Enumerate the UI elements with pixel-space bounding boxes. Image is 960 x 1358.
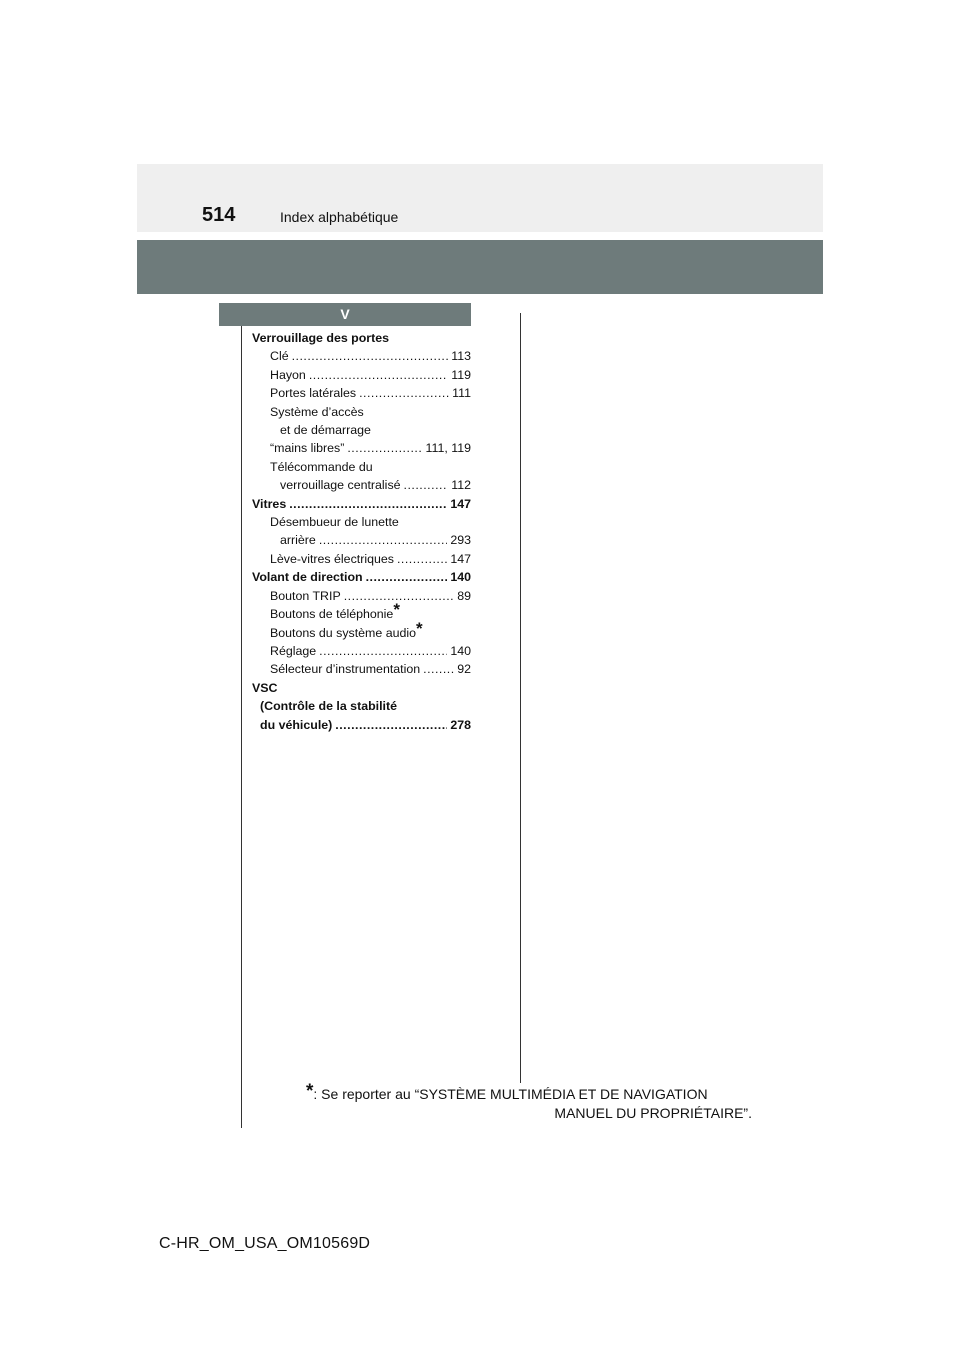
index-entry-page: 119	[451, 367, 471, 382]
index-entry	[252, 531, 471, 549]
dot-leader	[347, 439, 422, 457]
index-entry-label: Clé	[270, 349, 289, 364]
index-entry-page: 293	[450, 533, 471, 548]
index-entry-page: 140	[450, 643, 471, 658]
index-entry-label: Hayon	[270, 367, 306, 382]
index-entry-label: Bouton TRIP	[270, 588, 341, 603]
index-entry-page: 147	[450, 551, 471, 566]
index-entry-label: Télécommande du	[270, 459, 373, 474]
index-entry	[252, 476, 471, 494]
dot-leader	[309, 366, 448, 384]
page-number: 514	[202, 204, 236, 226]
index-entry-page: 140	[450, 570, 471, 585]
index-entry-page: 92	[457, 662, 471, 677]
index-entry	[252, 366, 471, 384]
index-entry-page: 111, 119	[425, 441, 471, 456]
footnote-line-2: MANUEL DU PROPRIÉTAIRE”.	[554, 1105, 752, 1121]
dot-leader	[404, 476, 449, 494]
index-entry	[252, 403, 471, 421]
index-entry	[252, 495, 471, 513]
index-entry	[252, 550, 471, 568]
index-entry	[252, 384, 471, 402]
dot-leader	[359, 384, 449, 402]
dot-leader	[423, 660, 454, 678]
index-entry-label: Boutons de téléphonie	[270, 607, 394, 622]
section-bar	[137, 240, 823, 294]
footnote	[306, 1081, 752, 1123]
header-band	[137, 164, 823, 232]
index-entry-page: 113	[451, 349, 471, 364]
document-code: C-HR_OM_USA_OM10569D	[159, 1235, 371, 1252]
running-title: Index alphabétique	[280, 209, 399, 225]
index-entry-label: Réglage	[270, 643, 317, 658]
index-entry-label: Vitres	[252, 496, 287, 511]
index-entry-label: Désembueur de lunette	[270, 515, 399, 530]
index-entry	[252, 660, 471, 678]
index-entry-label: Boutons du système audio	[270, 625, 417, 640]
index-entry-label: verrouillage centralisé	[280, 478, 401, 493]
index-entry	[252, 587, 471, 605]
index-entry-label: Portes latérales	[270, 386, 357, 401]
index-entry-label: Sélecteur d’instrumentation	[270, 662, 421, 677]
index-entry-label: “mains libres”	[270, 441, 345, 456]
column-rule-middle	[520, 313, 521, 1083]
index-entry	[252, 347, 471, 365]
index-entry	[252, 642, 471, 660]
index-entry-label: Volant de direction	[252, 570, 363, 585]
dot-leader	[319, 642, 447, 660]
index-entry-page: 111	[452, 386, 471, 401]
index-entry-label: (Contrôle de la stabilité	[260, 699, 398, 714]
index-entry	[252, 439, 471, 457]
letter-heading: V	[219, 303, 471, 326]
index-entry-page: 89	[457, 588, 471, 603]
index-entry-page: 112	[451, 478, 471, 493]
dot-leader	[289, 495, 447, 513]
dot-leader	[335, 716, 447, 734]
index-entry-label: VSC	[252, 680, 278, 695]
index-list	[252, 329, 471, 734]
index-entry	[252, 513, 471, 531]
index-entry-label: Système d’accès	[270, 404, 364, 419]
footnote-line-1: : Se reporter au “SYSTÈME MULTIMÉDIA ET DE NAVIGATION	[313, 1086, 708, 1102]
footnote-star: *	[306, 1081, 314, 1102]
index-entry-label: Lève-vitres électriques	[270, 551, 394, 566]
index-entry-page: 147	[450, 496, 471, 511]
index-entry-label: Verrouillage des portes	[252, 331, 390, 345]
index-entry	[252, 716, 471, 734]
index-entry	[252, 458, 471, 476]
index-entry: Boutons de téléphonie *	[252, 605, 471, 623]
index-entry	[252, 568, 471, 586]
index-entry-page: 278	[450, 717, 471, 732]
dot-leader	[292, 347, 449, 365]
index-entry	[252, 329, 471, 347]
dot-leader	[397, 550, 447, 568]
dot-leader	[366, 568, 448, 586]
index-entry-label: arrière	[280, 533, 316, 548]
index-entry-label: du véhicule)	[260, 717, 333, 732]
column-rule-left	[241, 313, 242, 1128]
index-entry	[252, 421, 471, 439]
index-entry: Boutons du système audio *	[252, 624, 471, 642]
index-entry	[252, 697, 471, 715]
index-entry	[252, 679, 471, 697]
index-entry-label: et de démarrage	[280, 423, 371, 438]
dot-leader	[319, 531, 448, 549]
